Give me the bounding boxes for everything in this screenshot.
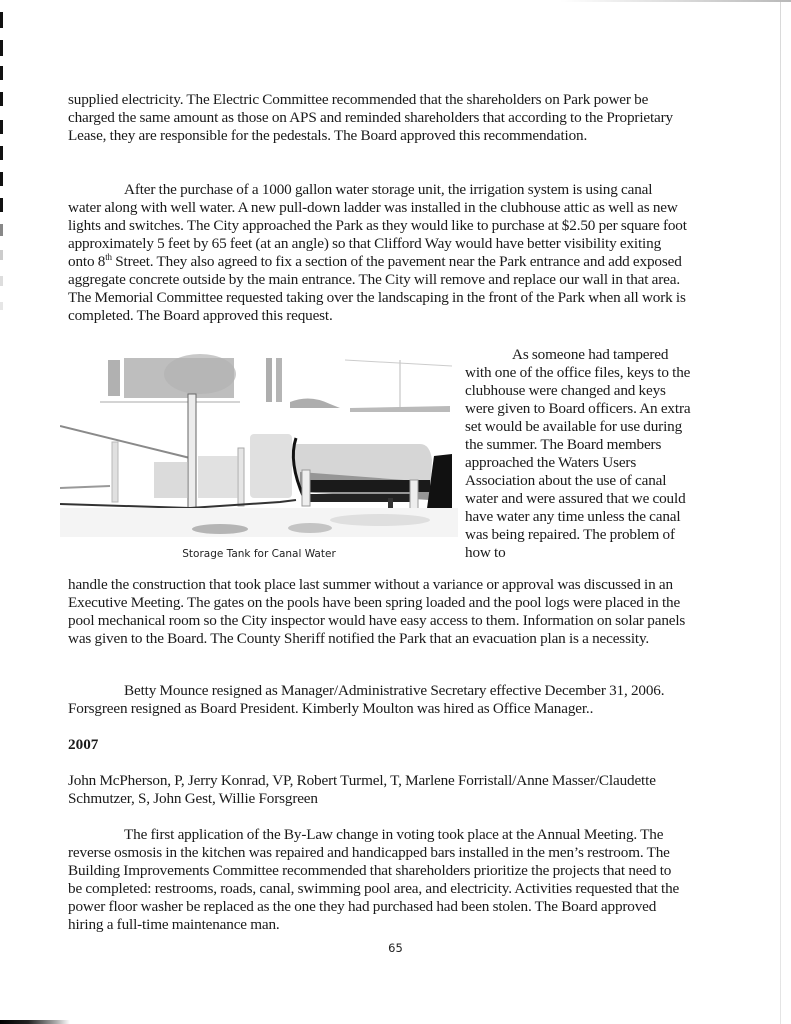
binder-mark <box>0 12 3 28</box>
storage-tank-photo <box>60 352 458 537</box>
binder-mark <box>0 40 3 56</box>
page-number: 65 <box>388 941 403 955</box>
scan-edge-bar <box>0 1020 70 1024</box>
figure-storage-tank <box>60 352 458 566</box>
paragraph-board-members <box>68 772 688 808</box>
binder-mark <box>0 146 3 160</box>
page-top-shadow <box>560 0 791 2</box>
paragraph-text: John McPherson, P, Jerry Konrad, VP, Robert Turmel, T, Marlene Forristall/Anne Masser/Claudette Schmutzer, S, John Gest, Willie Forsgreen <box>68 772 656 807</box>
binder-mark <box>0 66 3 80</box>
binder-mark <box>0 120 3 134</box>
paragraph-text: Betty Mounce resigned as Manager/Administrative Secretary effective December 31, 2006. Forsgreen resigned as Board President. Kimberly Moulton was hired as Office Manager.. <box>68 682 665 717</box>
binder-mark <box>0 276 3 286</box>
paragraph-text: As someone had tampered with one of the office files, keys to the clubhouse were changed and keys were given to Board officers. An extra set would be available for use during the summer. The Board members approached the Waters Users Association about the use of canal water and were assured that we could have water any time unless the canal was being repaired. The problem of how to <box>465 346 691 561</box>
paragraph-electricity <box>68 91 688 145</box>
text-run: After the purchase of a 1000 gallon water storage unit, the irrigation system is using canal water along with well water. A new pull-down ladder was installed in the clubhouse attic as well as new lights and switches. The City approached the Park as they would like to purchase at $2.50 per square foot approximately 5 feet by 65 feet (at an angle) so that Clifford Way would have better visibility exiting onto 8 <box>68 181 687 270</box>
paragraph-text <box>68 181 688 325</box>
paragraph-text: supplied electricity. The Electric Committee recommended that the shareholders on Park power be charged the same amount as those on APS and reminded shareholders that according to the Proprietary Lease, they are responsible for the pedestals. The Board approved this recommendation. <box>68 91 673 144</box>
binder-mark <box>0 250 3 260</box>
paragraph-security-side <box>465 346 691 562</box>
paragraph-text: The first application of the By-Law change in voting took place at the Annual Meeting. The reverse osmosis in the kitchen was repaired and handicapped bars installed in the men’s restroom. The Building Improvements Committee recommended that shareholders prioritize the projects that need to be completed: restrooms, roads, canal, swimming pool area, and electricity. Activities requested that the power floor washer be replaced as the one they had purchased had been stolen. The Board approved hiring a full-time maintenance man. <box>68 826 680 933</box>
binder-mark <box>0 198 3 212</box>
paragraph-resignations <box>68 682 688 718</box>
binder-mark <box>0 302 3 310</box>
paragraph-construction-continued <box>68 576 688 648</box>
paragraph-text: handle the construction that took place last summer without a variance or approval was discussed in an Executive Meeting. The gates on the pools have been spring loaded and the pool logs were placed in the pool mechanical room so the City inspector would have easy access to them. Information on solar panels was given to the Board. The County Sheriff notified the Park that an evacuation plan is a necessity. <box>68 576 686 647</box>
paragraph-bylaw-voting <box>68 826 688 934</box>
paragraph-water-storage <box>68 181 688 325</box>
text-run: Street. They also agreed to fix a section of the pavement near the Park entrance and add exposed aggregate concrete outside by the main entrance. The City will remove and replace our wall in that area. The Memorial Committee requested taking over the landscaping in the front of the Park when all work is completed. The Board approved this request. <box>68 253 686 324</box>
section-heading-year: 2007 <box>68 736 99 753</box>
binder-mark <box>0 92 3 106</box>
binder-mark <box>0 172 3 186</box>
page-edge-shadow <box>780 0 781 1024</box>
figure-caption: Storage Tank for Canal Water <box>182 548 336 560</box>
binder-mark <box>0 224 3 236</box>
ordinal-superscript: th <box>105 251 112 262</box>
